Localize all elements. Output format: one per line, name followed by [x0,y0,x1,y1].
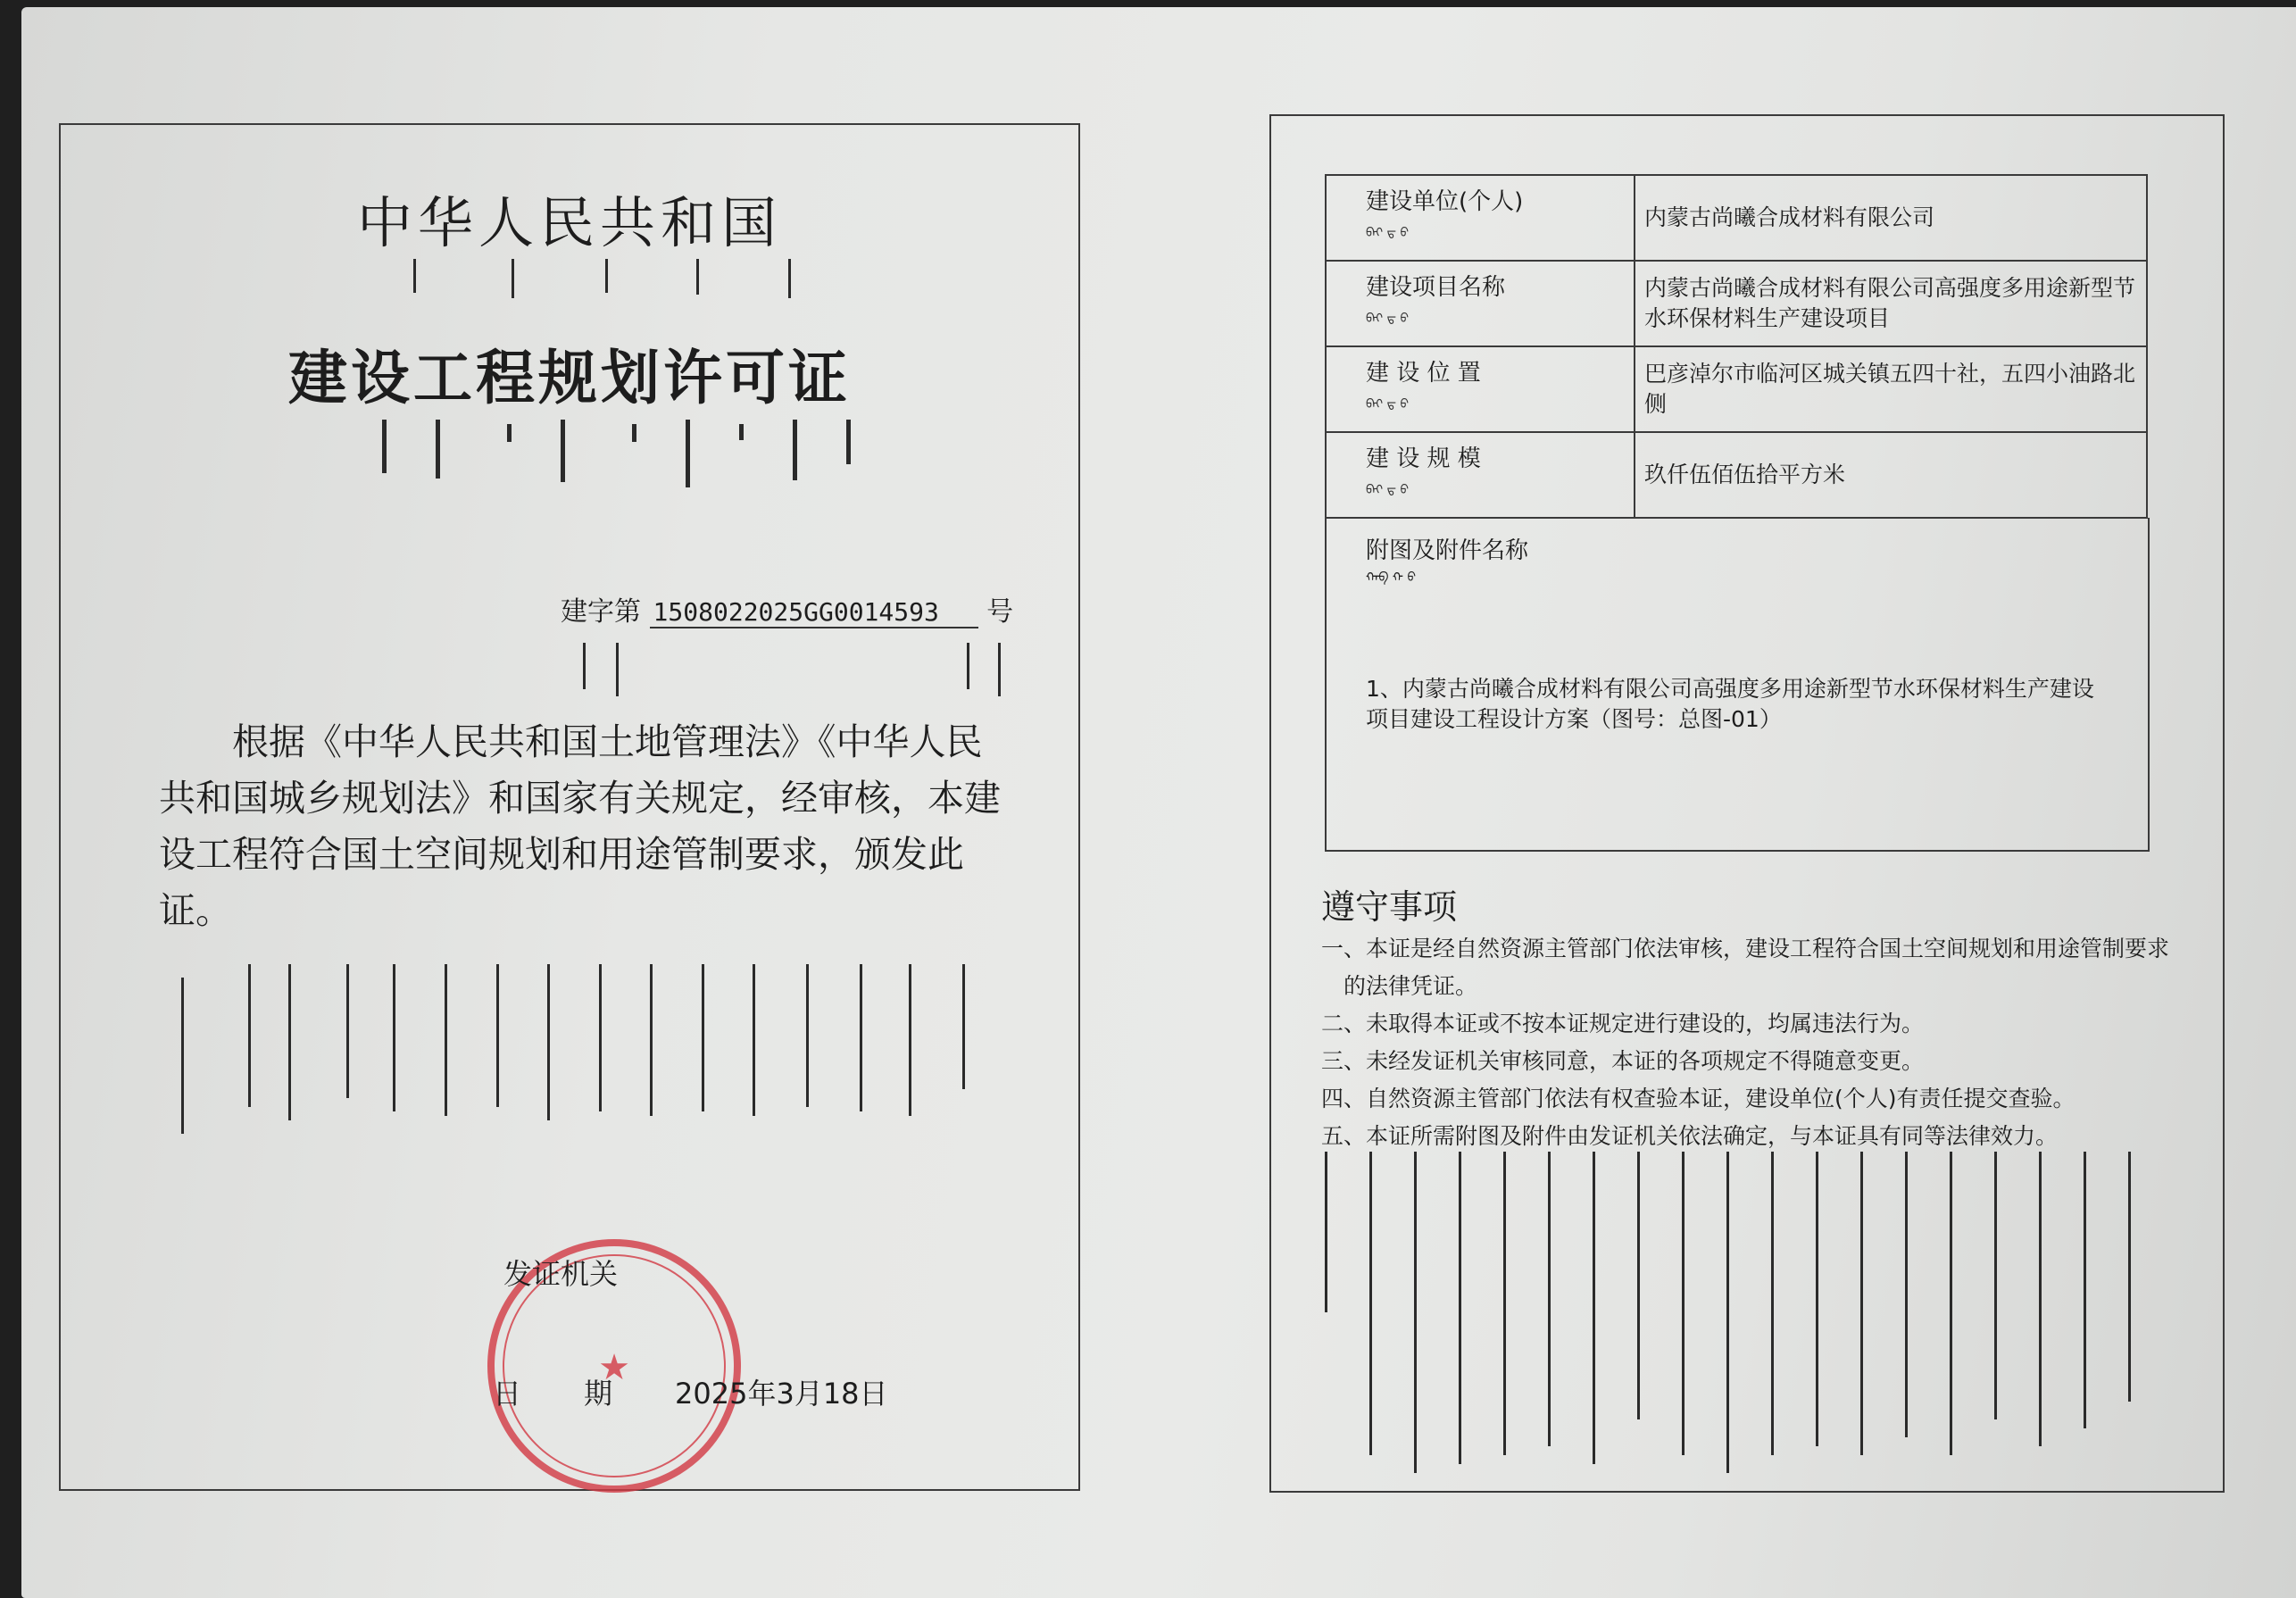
permit-number-prefix: 建字第 [561,596,641,628]
table-row [1326,346,2147,432]
project-info-table [1325,174,2148,519]
issuing-authority-label: 发证机关 [503,1257,619,1291]
country-name: 中华人民共和国 [356,190,782,255]
notice-item: 一、本证是经自然资源主管部门依法审核，建设工程符合国土空间规划和用途管制要求的法律凭证。 [1321,936,2170,999]
legal-basis-text [159,714,1016,939]
table-row [1326,261,2147,346]
row-value: 内蒙古尚曦合成材料有限公司高强度多用途新型节水环保材料生产建设项目 [1635,261,2147,346]
issue-date-value: 2025年3月18日 [675,1377,888,1411]
notice-item: 三、未经发证机关审核同意，本证的各项规定不得随意变更。 [1321,1048,1925,1074]
row-value: 内蒙古尚曦合成材料有限公司 [1635,175,2147,261]
row-value: 玖仟伍佰伍拾平方米 [1635,432,2147,518]
row-label-cell [1326,346,1635,432]
row-label: 建 设 位 置 [1366,360,1481,387]
issue-date-row [493,1371,888,1412]
notice-item: 五、本证所需附图及附件由发证机关依法确定，与本证具有同等法律效力。 [1321,1123,2059,1149]
certificate-details-panel [1269,114,2225,1493]
mongolian-label-line: ᠪᠠᠢ ᠳ ᠪ [1366,483,1409,497]
permit-number-row [561,589,1013,628]
row-label: 建设单位(个人) [1366,188,1524,215]
permit-number: 1508022025GG0014593 [650,597,978,628]
mongolian-label-line: ᠪᠠᠢ ᠳ ᠪ [1366,226,1409,240]
certificate-front-panel [59,123,1080,1491]
issue-date-label: 日期 [493,1377,676,1411]
permit-title: 建设工程规划许可证 [288,343,851,412]
row-label-cell [1326,261,1635,346]
notice-title: 遵守事项 [1321,887,1458,927]
attachment-item: 1、内蒙古尚曦合成材料有限公司高强度多用途新型节水环保材料生产建设项目建设工程设计方案（图号：总图-01） [1366,676,2094,732]
mongolian-label-line: ᠪᠠᠢ ᠳ ᠪ [1366,312,1409,326]
table-row [1326,175,2147,261]
notice-item: 二、未取得本证或不按本证规定进行建设的，均属违法行为。 [1321,1011,1925,1036]
row-value: 巴彦淖尔市临河区城关镇五四十社，五四小油路北侧 [1635,346,2147,432]
svg-text:★: ★ [598,1347,630,1388]
notice-list [1321,930,2178,1155]
permit-number-suffix: 号 [986,596,1014,628]
row-label-cell [1326,175,1635,261]
certificate-paper [21,7,2296,1598]
attachments-box [1325,518,2150,852]
mongolian-label-line: ᠬᠠᠪ ᠬ ᠪ [1366,570,1416,585]
mongolian-label-line: ᠪᠠᠢ ᠳ ᠪ [1366,397,1409,412]
row-label-cell [1326,432,1635,518]
attachments-label: 附图及附件名称 [1366,537,1529,564]
row-label: 建设项目名称 [1366,274,1506,301]
notice-item: 四、自然资源主管部门依法有权查验本证，建设单位(个人)有责任提交查验。 [1321,1086,2076,1111]
row-label: 建 设 规 模 [1366,445,1481,472]
table-row [1326,432,2147,518]
legal-basis-paragraph: 根据《中华人民共和国土地管理法》《中华人民共和国城乡规划法》和国家有关规定，经审核，本建设工程符合国土空间规划和用途管制要求，颁发此证。 [159,720,1001,932]
